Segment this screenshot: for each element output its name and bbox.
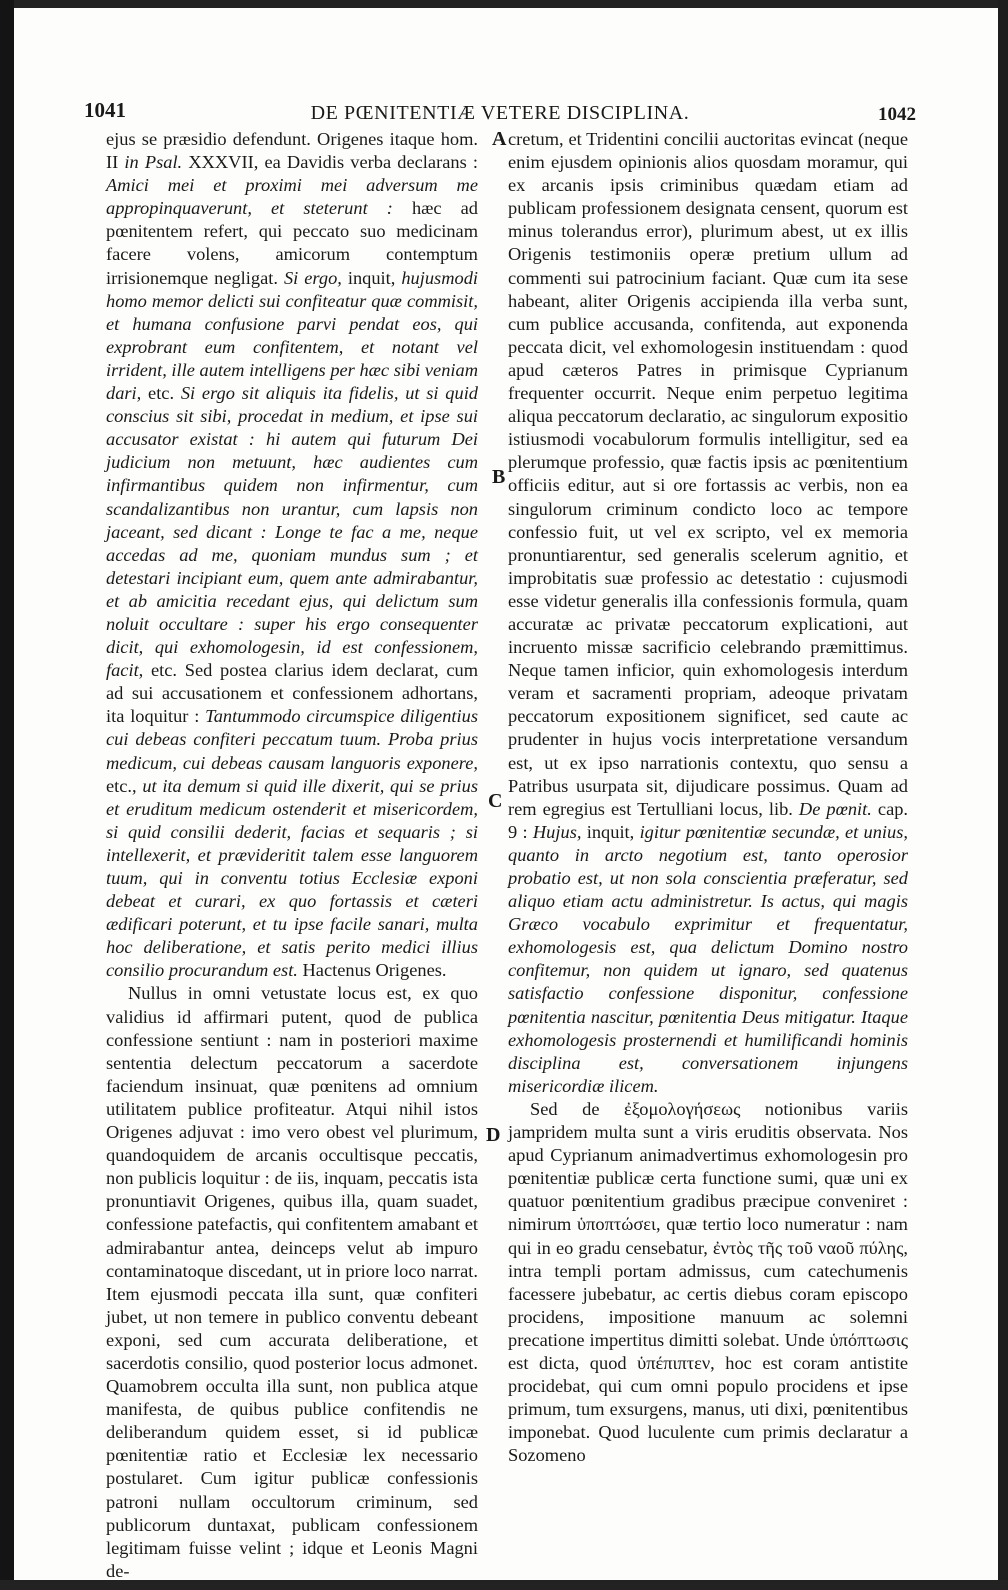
italic-run: in Psal. <box>124 152 183 173</box>
text-run: etc., <box>106 775 143 796</box>
left-column <box>106 128 478 1583</box>
text-run: XXXVII, ea Davidis verba declarans : <box>182 152 478 173</box>
italic-run: hujusmodi homo memor delicti sui confiteatur quæ commisit, et humana confusione parvi pendat eos, qui exprobrant eum confitentem, et notant vel irrident, ille autem intelligens per hæc sibi veniam dari, <box>106 267 478 404</box>
italic-run: Si ergo, <box>283 267 342 288</box>
text-run: Hactenus Origenes. <box>297 960 447 981</box>
text-run: inquit, <box>341 267 402 288</box>
margin-letter-d: D <box>486 1124 501 1146</box>
margin-letter-c: C <box>488 790 503 812</box>
text-run: cretum, et Tridentini concilii auctoritas evincat (neque enim ejusdem opinionis alios quosdam moramur, qui ex arcanis ipsis criminibus quædam etiam ad publicam professionem designata censent, quorum est minus tolerandus error), plurimum abest, ut ex illis Origenis testimoniis operæ pretium ullum ad commenti sui patrocinium faciant. Quæ cum ita sese habeant, aliter Origenis accipienda illa verba sunt, cum publice accusanda, confitenda, aut exponenda peccata dicit, vel exhomologesin instituendam : quod apud cæteros Patres in primisque Cyprianum frequenter occurrit. Neque enim perpetuo legitima aliqua peccatorum declaratio, ac singulorum expositio istiusmodi vocabulorum formulis intelligitur, sed ea plerumque professio, quæ factis ipsis ac pœnitentium officiis editur, aut si ore fortassis ac verbis, non ea singulorum criminum condicto loco ac tempore confessio fuit, ut vel ex scripto, vel ex memoria pronuntiarentur, sed generalis scelerum agnitio, et improbitatis suæ professio ac detestatio : cujusmodi esse videtur generalis illa confessionis formula, quam accuratæ ac privatæ peccatorum explicationi, aut incruento missæ sacrificio celebrando præmittimus. Neque tamen inficior, quin exhomologesis interdum veram et sacramenti propriam, adeoque privatam peccatorum expositionem significet, sed caute ac prudenter in hujus vocis interpretatione versandum est, ut ex ipso narrationis contextu, quo sensu a Patribus usurpata sit, dijudicare possimus. Quam ad rem egregius est Tertulliani locus, lib. <box>508 129 908 819</box>
text-run: hæc ad pœnitentem refert, qui peccato suo medicinam facere volens, amicorum contemptum irrisionemque negligat. <box>106 198 478 288</box>
running-title: DE PŒNITENTIÆ VETERE DISCIPLINA. <box>310 102 690 124</box>
right-column <box>508 128 908 1467</box>
italic-run: Tantummodo circumspice diligentius cui debeas confiteri peccatum tuum. Proba prius medicum, cui debeas causam languoris exponere, <box>106 706 478 773</box>
page-number-left: 1041 <box>84 98 126 122</box>
scan-edge-top <box>0 0 1008 8</box>
left-paragraph-1 <box>106 128 478 982</box>
italic-run: De pœnit. <box>798 798 872 819</box>
text-run: etc. <box>141 383 181 404</box>
italic-run: igitur pœnitentiæ secundæ, et unius, quanto in arcto negotium est, tanto operosior probatio est, ut non sola conscientia præferatur, sed aliquo etiam actu administretur. Is actus, qui magis Græco vocabulo exprimitur et frequentatur, exhomologesis est, qua delictum Domino nostro confitemur, non quidem ut ignaro, sed quatenus satisfactio confessione disponitur, confessione pœnitentia nascitur, pœnitentia Deus mitigatur. Itaque exhomologesis prosternendi et humilificandi hominis disciplina est, conversationem injungens misericordiæ ilicem. <box>508 821 908 1096</box>
italic-run: Hujus, <box>532 821 582 842</box>
scan-edge-right <box>998 0 1008 1590</box>
scan-edge-left <box>0 0 14 1590</box>
page-number-right: 1042 <box>878 104 916 125</box>
text-run: etc. Sed postea clarius idem declarat, cum ad sui accusationem et confessionem adhortans, ita loquitur : <box>106 660 478 727</box>
right-paragraph-2: Sed de ἐξομολογήσεως notionibus variis jampridem multa sunt a viris eruditis observata. Nos apud Cyprianum animadvertimus exhomologesin pro pœnitentiæ publicæ certa functione sumi, quæ uni ex quatuor pœnitentium gradibus præcipue conveniret : nimirum ὑποπτώσει, quæ tertio loco numeratur : nam qui in eo gradu censebatur, ἐντὸς τῆς τοῦ ναοῦ πύλης, intra templi portam admissus, cum catechumenis facessere jubebatur, ac certis diebus coram episcopo procidens, impositione manuum ac solemni precatione impertitus dimitti solebat. Unde ὑπόπτωσις est dicta, quod ὑπέπιπτεν, hoc est coram antistite procidebat, qui cum omni populo procidens et ipse primum, tum exsurgens, manus, uti dixi, pœnitentibus imponebat. Quod luculente cum primis declaratur a Sozomeno <box>508 1098 908 1466</box>
italic-run: Amici mei et proximi mei adversum me appropinquaverunt, et steterunt : <box>106 175 478 219</box>
text-run: cap. 9 : <box>508 798 909 842</box>
italic-run: ut ita demum si quid ille dixerit, qui se prius et eruditum medicum ostenderit et misericordem, si quid consilii dederit, facias et sequaris ; si intellexerit, et prævideritit talem esse languorem tuum, qui in conventu totius Ecclesiæ exponi debeat et curari, ex quo fortassis et cæteri ædificari poterunt, et tu ipse facile sanari, multa hoc deliberatione, et satis perito medici illius consilio procurandum est. <box>106 775 479 981</box>
text-run: ejus se præsidio defendunt. Origenes itaque hom. II <box>106 129 478 173</box>
margin-letter-b: B <box>492 466 506 488</box>
left-paragraph-2: Nullus in omni vetustate locus est, ex quo validius id affirmari putent, quod de publica confessione sentiunt : nam in posteriori maxime sententia delectum peccatorum a sacerdote faciendum insinuat, quæ pœnitens ad omnium utilitatem publice profiteatur. Atqui nihil istos Origenes adjuvat : imo vero obest vel plurimum, quandoquidem de arcanis occultisque peccatis, non publicis loquitur : de iis, inquam, peccatis ista pronuntiavit Origenes, quibus illa, quam suadet, confessione patefactis, qui confitentem amabant et admirabantur antea, deinceps velut ab impuro contaminatoque discedant, ut in priore loco narrat. Item ejusmodi peccata illa sunt, quæ confiteri jubet, ut non temere in publico conventu debeant exponi, sed cum accurata deliberatione, et sacerdotis consilio, quod posterior locus admonet. Quamobrem occulta illa sunt, non publica atque manifesta, de quibus publice confitendis ne deliberandum quidem esset, si id publicæ pœnitentiæ ratio et Ecclesiæ lex necessario postularet. Cum igitur publicæ confessionis patroni nullam occultorum criminum, sed publicorum duntaxat, publicam confessionem legitimam fuisse velint ; idque et Leonis Magni de- <box>106 983 478 1581</box>
right-paragraph-1 <box>508 128 908 1098</box>
margin-letter-a: A <box>492 128 507 150</box>
italic-run: Si ergo sit aliquis ita fidelis, ut si quid conscius sit sibi, procedat in medium, et ipse sui accusator existat : hi autem qui futurum Dei judicium non metuunt, hæc audientes cum infirmantibus quidem non infirmentur, cum scandalizantibus non urantur, cum lapsis non jaceant, sed dicant : Longe te fac a me, neque accedas ad me, quoniam mundus sum ; et detestari incipiant eum, quem ante admirabantur, et ab amicitia recedant ejus, qui delictum sum noluit occultare : super his ergo consequenter dicit, qui exhomologesin, id est confessionem, facit, <box>106 383 478 681</box>
page-header <box>84 98 916 128</box>
text-run: inquit, <box>581 821 640 842</box>
